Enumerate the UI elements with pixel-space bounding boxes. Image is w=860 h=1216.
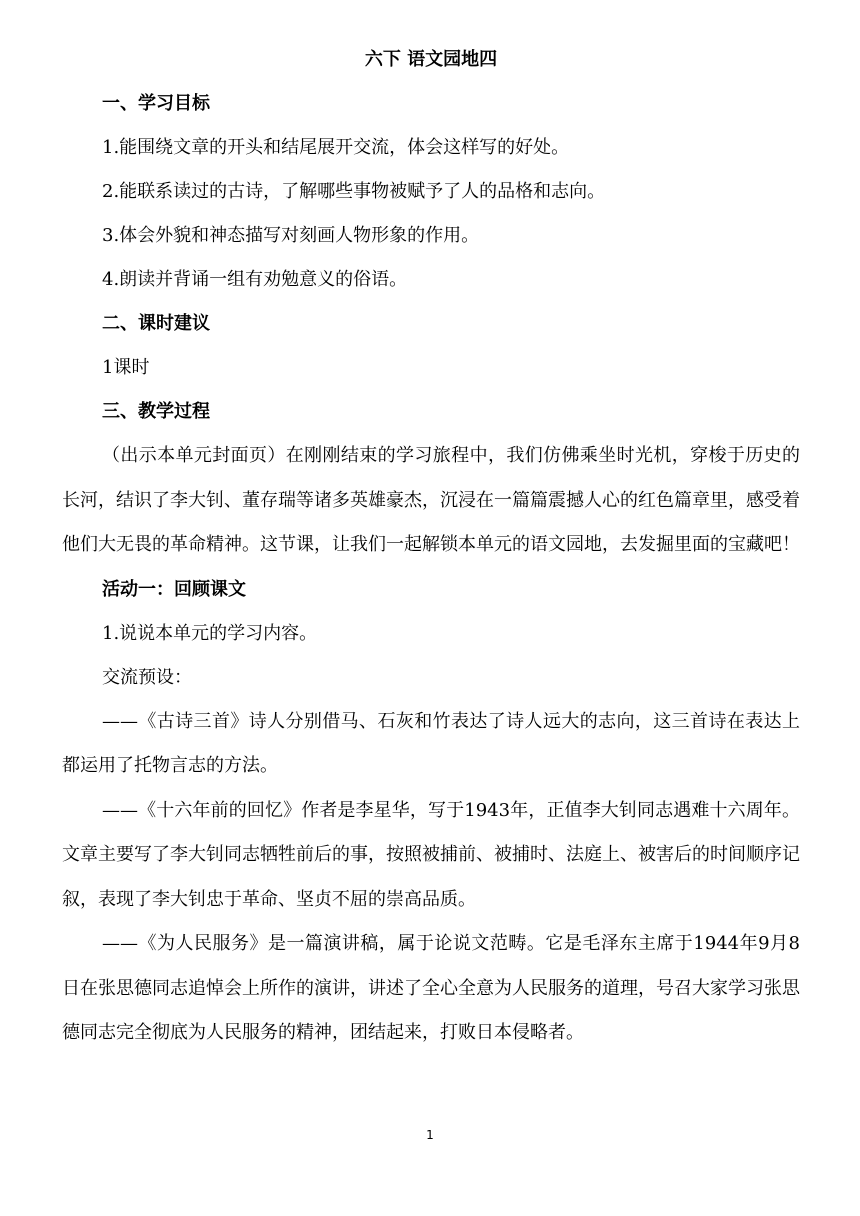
preset-label: 交流预设： — [102, 666, 192, 688]
document-page — [62, 38, 800, 1056]
goal-item: 4.朗读并背诵一组有劝勉意义的俗语。 — [102, 269, 408, 290]
section-heading-teaching-process: 三、教学过程 — [102, 401, 210, 422]
section-heading-class-hours: 二、课时建议 — [102, 313, 210, 334]
goal-item: 1.能围绕文章的开头和结尾展开交流，体会这样写的好处。 — [102, 137, 570, 158]
page-number: 1 — [426, 1128, 434, 1142]
document-title: 六下 语文园地四 — [364, 49, 498, 70]
preset-paragraph: ——《古诗三首》诗人分别借马、石灰和竹表达了诗人远大的志向，这三首诗在表达上都运用了托物言志的方法。 — [62, 710, 800, 776]
goal-item: 3.体会外貌和神态描写对刻画人物形象的作用。 — [102, 225, 480, 246]
preset-paragraph: ——《十六年前的回忆》作者是李星华，写于1943年，正值李大钊同志遇难十六周年。文章主要写了李大钊同志牺牲前后的事，按照被捕前、被捕时、法庭上、被害后的时间顺序记叙，表现了李大钊忠于革命、坚贞不屈的崇高品质。 — [62, 799, 800, 910]
class-hours-text: 1课时 — [102, 357, 150, 378]
intro-paragraph: （出示本单元封面页）在刚刚结束的学习旅程中，我们仿佛乘坐时光机，穿梭于历史的长河，结识了李大钊、董存瑞等诸多英雄豪杰，沉浸在一篇篇震撼人心的红色篇章里，感受着他们大无畏的革命精神。这节课，让我们一起解锁本单元的语文园地，去发掘里面的宝藏吧！ — [62, 445, 800, 555]
preset-paragraph: ——《为人民服务》是一篇演讲稿，属于论说文范畴。它是毛泽东主席于1944年9月8日在张思德同志追悼会上所作的演讲，讲述了全心全意为人民服务的道理，号召大家学习张思德同志完全彻底为人民服务的精神，团结起来，打败日本侵略者。 — [62, 933, 800, 1043]
section-heading-learning-goals: 一、学习目标 — [102, 93, 210, 114]
activity-heading: 活动一：回顾课文 — [102, 578, 246, 600]
goal-item: 2.能联系读过的古诗，了解哪些事物被赋予了人的品格和志向。 — [102, 181, 606, 202]
activity-step: 1.说说本单元的学习内容。 — [102, 622, 318, 644]
